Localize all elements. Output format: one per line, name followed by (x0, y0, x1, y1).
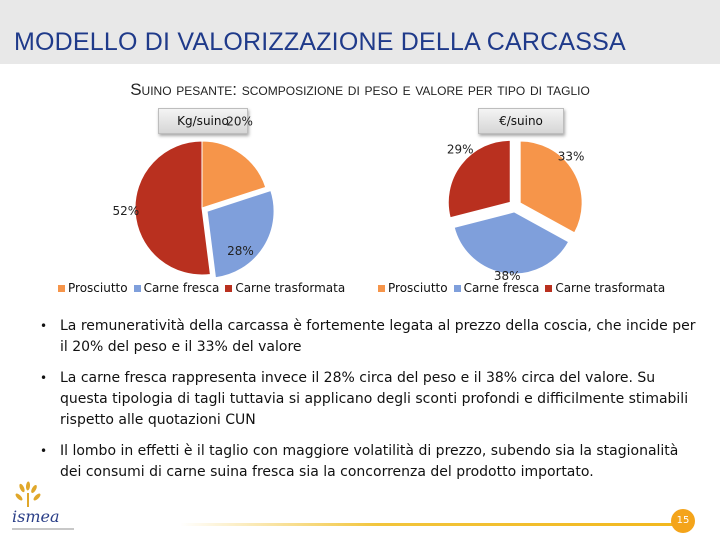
legend-label: Carne trasformata (555, 281, 666, 295)
legend-item-carne-fresca (134, 281, 220, 295)
legend-label: Carne trasformata (235, 281, 346, 295)
data-label-prosciutto: 20% (226, 114, 253, 129)
legend-item-prosciutto (58, 281, 128, 295)
data-label-prosciutto: 33% (557, 149, 585, 164)
page-subtitle: Suino pesante: scomposizione di peso e valore per tipo di taglio (130, 80, 590, 99)
ismea-logo (8, 480, 88, 538)
bullet-item: • Il lombo in effetti è il taglio con maggiore volatilità di prezzo, subendo sia la stagionalità dei consumi di carne suina fresca sia la concorrenza del prodotto importato. (32, 441, 704, 483)
footer-line (180, 523, 674, 526)
legend-label: Prosciutto (388, 281, 448, 295)
legend-swatch-carne-fresca (454, 285, 461, 292)
data-label-carne-fresca: 28% (227, 243, 254, 258)
legend-swatch-carne-fresca (134, 285, 141, 292)
page-title: MODELLO DI VALORIZZAZIONE DELLA CARCASSA (14, 28, 626, 56)
legend-swatch-prosciutto (58, 285, 65, 292)
bullet-list (32, 316, 704, 493)
unit-label-weight: Kg/suino (158, 108, 248, 134)
legend-swatch-prosciutto (378, 285, 385, 292)
legend-item-prosciutto (378, 281, 448, 295)
bullet-item: • La remuneratività della carcassa è fortemente legata al prezzo della coscia, che incide per il 20% del peso e il 33% del valore (32, 316, 704, 358)
pie-slice-carne-fresca (454, 212, 568, 274)
legend-value (378, 281, 665, 295)
page-number: 15 (671, 509, 695, 533)
legend-label: Carne fresca (143, 281, 220, 295)
legend-weight (58, 281, 345, 295)
pie-slice-carne-trasformata (135, 141, 210, 275)
legend-item-carne-trasformata (225, 281, 345, 295)
data-label-carne-trasformata: 52% (112, 204, 140, 219)
unit-label-value: €/suino (478, 108, 564, 134)
legend-item-carne-fresca (454, 281, 540, 295)
bullet-item: • La carne fresca rappresenta invece il 28% circa del peso e il 38% circa del valore. Su questa tipologia di tagli tuttavia si applicano degli sconti profondi e difficilmente stimabili rispetto alle quotazioni CUN (32, 368, 704, 431)
data-label-carne-fresca: 38% (493, 269, 521, 284)
legend-label: Prosciutto (68, 281, 128, 295)
legend-label: Carne fresca (463, 281, 540, 295)
legend-swatch-carne-trasformata (545, 285, 552, 292)
data-label-carne-trasformata: 29% (446, 142, 474, 157)
legend-item-carne-trasformata (545, 281, 665, 295)
logo-text: ismea (12, 507, 60, 526)
legend-swatch-carne-trasformata (225, 285, 232, 292)
